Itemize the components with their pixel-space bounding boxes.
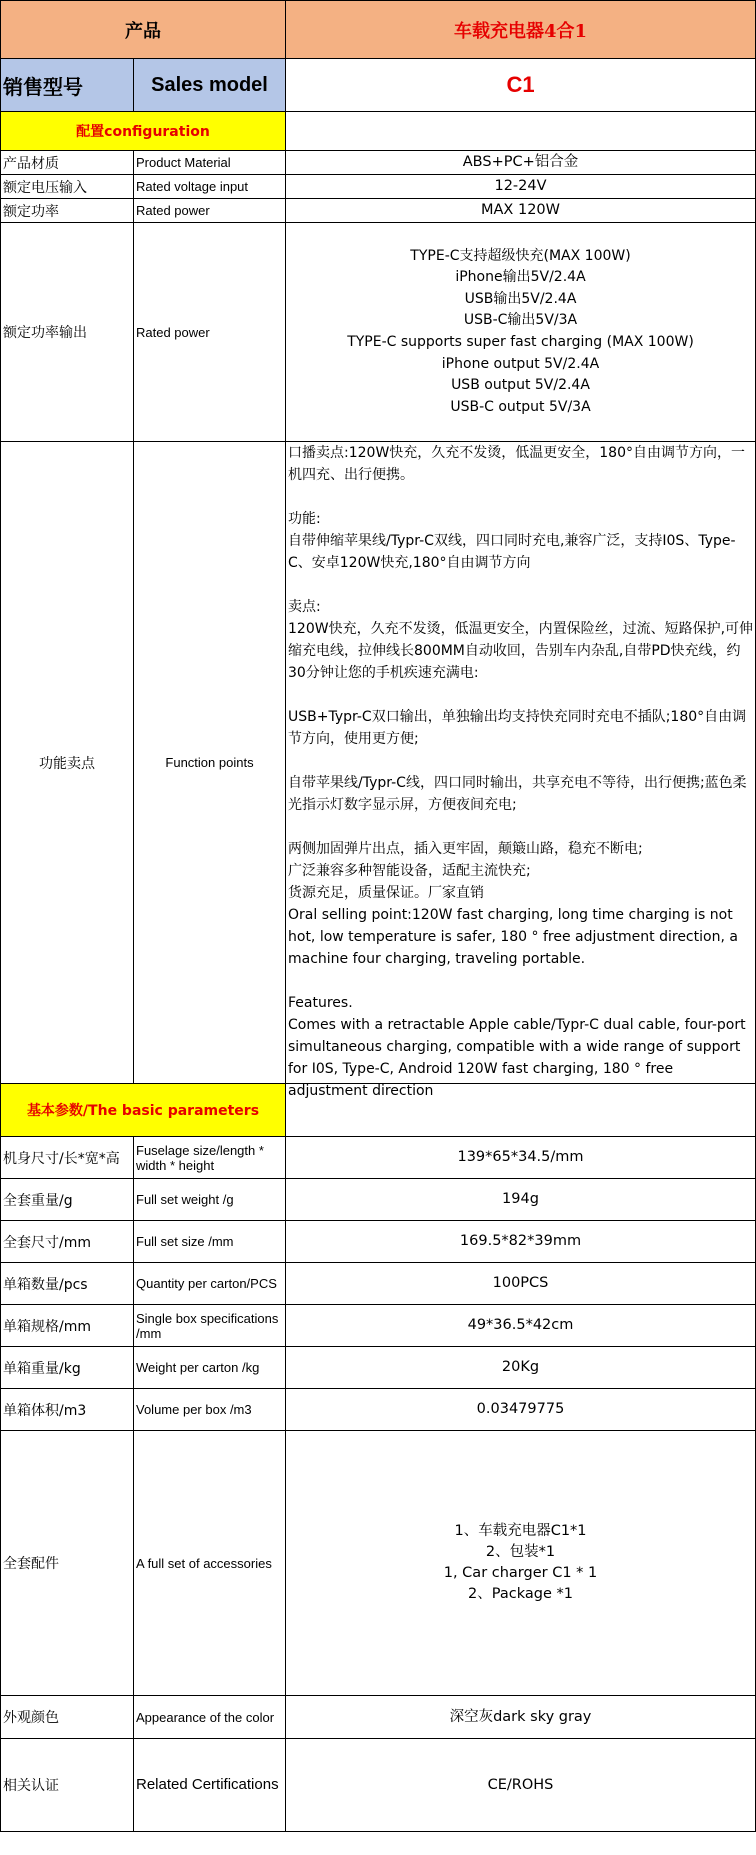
row-label-cn: 单箱规格/mm	[1, 1305, 134, 1347]
row-label-cn: 机身尺寸/长*宽*高	[1, 1137, 134, 1179]
row-label-en: Appearance of the color	[134, 1696, 286, 1739]
function-point-line: Comes with a retractable Apple cable/Typr-C dual cable, four-port simultaneous charging, compatible with a wide range of support for I0S, Type-C, Android 120W fast charging, 180 ° free adjustment direction	[288, 1017, 746, 1099]
row-label-en: Weight per carton /kg	[134, 1347, 286, 1389]
function-point-line: 功能:	[288, 511, 321, 527]
empty-cell	[286, 112, 756, 151]
product-name: 车载充电器4合1	[286, 1, 756, 59]
row-label-en: Full set size /mm	[134, 1221, 286, 1263]
basic-row	[1, 1347, 756, 1389]
row-label-cn: 额定功率	[1, 199, 134, 223]
row-label-en: Rated voltage input	[134, 175, 286, 199]
sales-model-row	[1, 59, 756, 112]
row-label-cn: 外观颜色	[1, 1696, 134, 1739]
function-point-line: Oral selling point:120W fast charging, long time charging is not hot, low temperature is safer, 180 ° free adjustment direction, a machine four charging, traveling portable.	[288, 907, 738, 967]
power-output-line: iPhone output 5V/2.4A	[441, 355, 600, 372]
basic-section-title: 基本参数/The basic parameters	[1, 1084, 286, 1137]
row-label-cn: 产品材质	[1, 151, 134, 175]
row-label-cn: 功能卖点	[1, 442, 134, 1084]
power-output-line: USB-C输出5V/3A	[463, 312, 578, 329]
certification-row	[1, 1739, 756, 1832]
row-label-en: Volume per box /m3	[134, 1389, 286, 1431]
function-points-text	[286, 442, 756, 1099]
row-value: 49*36.5*42cm	[286, 1305, 756, 1347]
function-point-line: USB+Typr-C双口输出，单独输出均支持快充同时充电不插队;180°自由调节方向，使用更方便;	[288, 709, 747, 747]
function-point-line: 120W快充，久充不发烫，低温更安全，内置保险丝，过流、短路保护,可伸缩充电线，拉伸线长800MM自动收回，告别车内杂乱,自带PD快充线，约30分钟让您的手机疾速充满电:	[288, 621, 754, 681]
function-point-spacer	[288, 684, 753, 706]
accessory-line: 2、Package *1	[468, 1586, 573, 1602]
config-section-title: 配置configuration	[1, 112, 286, 151]
function-point-spacer	[288, 816, 753, 838]
color-row	[1, 1696, 756, 1739]
row-label-en: Rated power	[134, 223, 286, 442]
row-label-en: Single box specifications /mm	[134, 1305, 286, 1347]
sales-model-label-en: Sales model	[134, 59, 286, 112]
basic-row	[1, 1263, 756, 1305]
product-label: 产品	[1, 1, 286, 59]
function-point-line: Features.	[288, 995, 353, 1011]
accessories-row	[1, 1431, 756, 1696]
basic-row	[1, 1221, 756, 1263]
row-value: CE/ROHS	[286, 1739, 756, 1832]
config-row	[1, 151, 756, 175]
function-points-row	[1, 442, 756, 1084]
power-output-line: USB-C output 5V/3A	[450, 398, 591, 415]
row-label-en: A full set of accessories	[134, 1431, 286, 1696]
row-value: 0.03479775	[286, 1389, 756, 1431]
power-output-values	[286, 223, 756, 442]
function-point-spacer	[288, 486, 753, 508]
row-label-en: Quantity per carton/PCS	[134, 1263, 286, 1305]
power-output-line: USB output 5V/2.4A	[451, 377, 590, 394]
basic-row	[1, 1389, 756, 1431]
row-value: 100PCS	[286, 1263, 756, 1305]
row-value: ABS+PC+铝合金	[286, 151, 756, 175]
config-row	[1, 175, 756, 199]
row-label-cn: 全套重量/g	[1, 1179, 134, 1221]
power-output-line: iPhone输出5V/2.4A	[455, 269, 586, 286]
function-point-line: 口播卖点:120W快充，久充不发烫，低温更安全，180°自由调节方向，一机四充、出行便携。	[288, 445, 746, 483]
accessories-values	[286, 1431, 756, 1696]
accessory-line: 1, Car charger C1 * 1	[443, 1565, 598, 1581]
row-label-en: Fuselage size/length * width * height	[134, 1137, 286, 1179]
row-label-cn: 单箱重量/kg	[1, 1347, 134, 1389]
config-section-row	[1, 112, 756, 151]
basic-row	[1, 1179, 756, 1221]
row-value: 139*65*34.5/mm	[286, 1137, 756, 1179]
power-output-line: USB输出5V/2.4A	[464, 290, 577, 307]
accessory-line: 1、车载充电器C1*1	[454, 1523, 587, 1539]
row-label-cn: 全套尺寸/mm	[1, 1221, 134, 1263]
row-value: 20Kg	[286, 1347, 756, 1389]
header-row	[1, 1, 756, 59]
row-label-cn: 额定功率输出	[1, 223, 134, 442]
function-point-line: 卖点:	[288, 599, 321, 615]
row-value: 194g	[286, 1179, 756, 1221]
row-label-en: Rated power	[134, 199, 286, 223]
function-point-line: 货源充足，质量保证。厂家直销	[288, 885, 484, 901]
sales-model-value: C1	[286, 59, 756, 112]
row-label-en: Product Material	[134, 151, 286, 175]
accessory-line: 2、包装*1	[485, 1544, 556, 1560]
config-row	[1, 199, 756, 223]
function-point-line: 两侧加固弹片出点，插入更牢固，颠簸山路，稳充不断电;	[288, 841, 643, 857]
row-label-cn: 单箱体积/m3	[1, 1389, 134, 1431]
basic-row	[1, 1305, 756, 1347]
sales-model-label-cn: 销售型号	[1, 59, 134, 112]
row-label-cn: 单箱数量/pcs	[1, 1263, 134, 1305]
function-point-line: 广泛兼容多种智能设备，适配主流快充;	[288, 863, 531, 879]
row-label-en: Function points	[134, 442, 286, 1084]
row-value: 深空灰dark sky gray	[286, 1696, 756, 1739]
power-output-row	[1, 223, 756, 442]
basic-row	[1, 1137, 756, 1179]
power-output-line: TYPE-C supports super fast charging (MAX 100W)	[347, 334, 694, 350]
power-output-line: TYPE-C支持超级快充(MAX 100W)	[410, 247, 631, 264]
function-point-spacer	[288, 574, 753, 596]
row-value: 12-24V	[286, 175, 756, 199]
row-label-cn: 全套配件	[1, 1431, 134, 1696]
function-point-spacer	[288, 750, 753, 772]
function-point-line: 自带伸缩苹果线/Typr-C双线，四口同时充电,兼容广泛，支持I0S、Type-C、安卓120W快充,180°自由调节方向	[288, 533, 736, 571]
row-value: 169.5*82*39mm	[286, 1221, 756, 1263]
row-label-cn: 额定电压输入	[1, 175, 134, 199]
row-label-cn: 相关认证	[1, 1739, 134, 1832]
function-point-spacer	[288, 970, 753, 992]
row-value: MAX 120W	[286, 199, 756, 223]
row-label-en: Full set weight /g	[134, 1179, 286, 1221]
function-point-line: 自带苹果线/Typr-C线，四口同时输出，共享充电不等待，出行便携;蓝色柔光指示灯数字显示屏，方便夜间充电;	[288, 775, 747, 813]
row-label-en: Related Certifications	[134, 1739, 286, 1832]
